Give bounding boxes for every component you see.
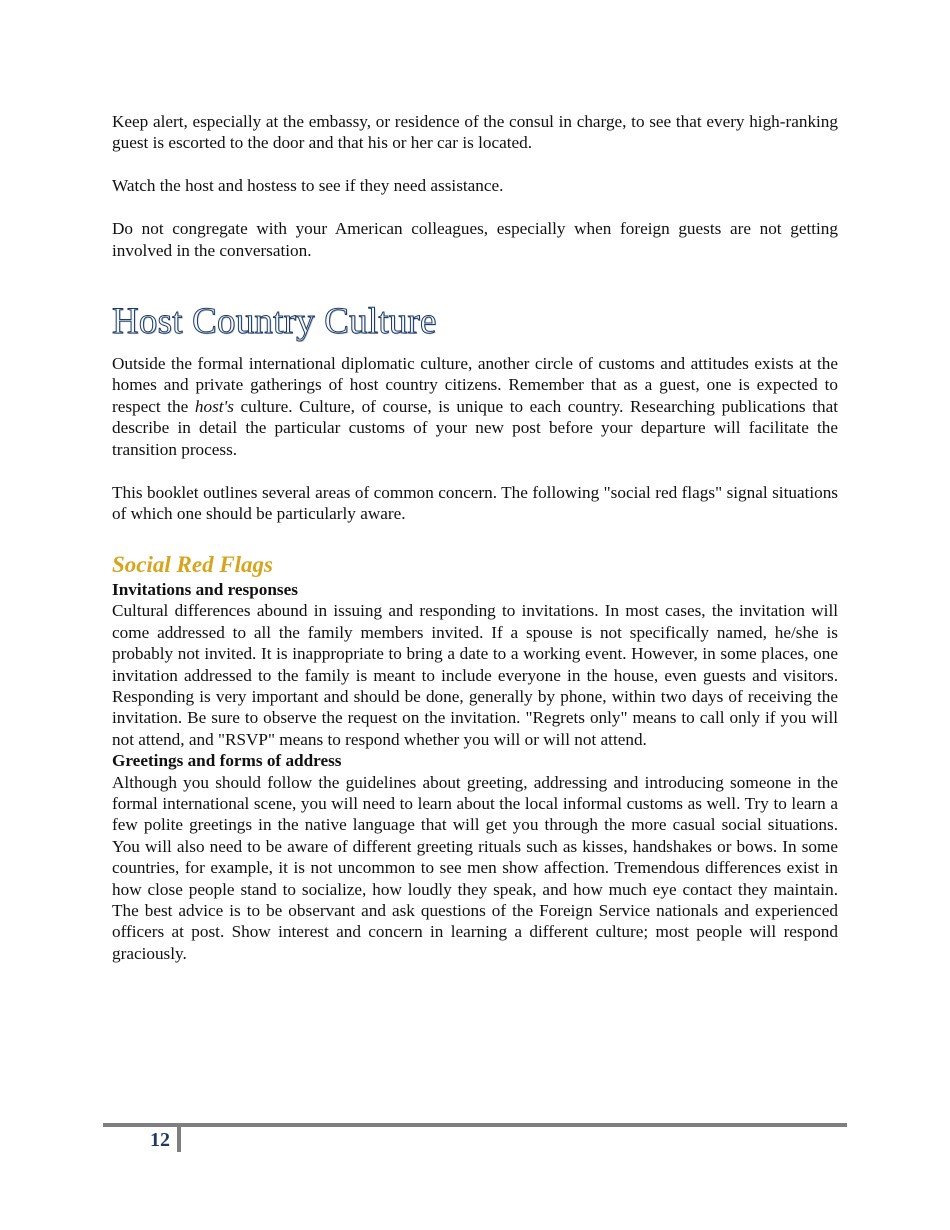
footer-rule <box>103 1123 847 1127</box>
subheading-greetings: Greetings and forms of address <box>112 751 342 771</box>
section-heading-host-country-culture: Host Country Culture <box>112 301 437 343</box>
page-number: 12 <box>150 1129 170 1151</box>
subheading-invitations: Invitations and responses <box>112 579 298 599</box>
page-number-divider <box>177 1125 181 1152</box>
intro-paragraph-congregate: Do not congregate with your American colleagues, especially when foreign guests are not getting involved in the conversation. <box>112 219 838 260</box>
invitations-paragraph: Cultural differences abound in issuing and responding to invitations. In most cases, the invitation will come addressed to all the family members invited. If a spouse is not specifically named, he/she is probably not invited. It is inappropriate to bring a date to a working event. However, in some places, one invitation addressed to the family is meant to include everyone in the house, even guests and visitors. Responding is very important and should be done, generally by phone, within two days of receiving the invitation. Be sure to observe the request on the invitation. "Regrets only" means to call only if you will not attend, and "RSVP" means to respond whether you will or will not attend. <box>112 601 838 749</box>
host-culture-paragraph-2: This booklet outlines several areas of common concern. The following "social red flags" signal situations of which one should be particularly aware. <box>112 483 838 524</box>
host-culture-text-after: culture. Culture, of course, is unique to each country. Researching publications that describe in detail the particular customs of your new post before your departure will facilitate the transition process. <box>112 396 838 459</box>
intro-paragraph-assist: Watch the host and hostess to see if they need assistance. <box>112 175 504 195</box>
intro-paragraph-escort: Keep alert, especially at the embassy, or residence of the consul in charge, to see that every high-ranking guest is escorted to the door and that his or her car is located. <box>112 112 838 153</box>
section-heading-social-red-flags: Social Red Flags <box>112 551 274 577</box>
host-culture-text-before: Outside the formal international diplomatic culture, another circle of customs and attitudes exists at the homes and private gatherings of host country citizens. Remember that as a guest, one is expected to respect the <box>112 354 838 416</box>
greetings-paragraph: Although you should follow the guidelines about greeting, addressing and introducing someone in the formal international scene, you will need to learn about the local informal customs as well. Try to learn a few polite greetings in the native language that will get you through the more casual social situations. You will also need to be aware of different greeting rituals such as kisses, handshakes or bows. In some countries, for example, it is not uncommon to see men show affection. Tremendous differences exist in how close people stand to socialize, how loudly they speak, and how much eye contact they maintain. The best advice is to be observant and ask questions of the Foreign Service nationals and experienced officers at post. Show interest and concern in learning a different culture; most people will respond graciously. <box>112 772 838 963</box>
host-culture-paragraph-1 <box>112 353 838 460</box>
host-culture-text-italic: host's <box>194 396 234 416</box>
page-content <box>112 111 838 964</box>
